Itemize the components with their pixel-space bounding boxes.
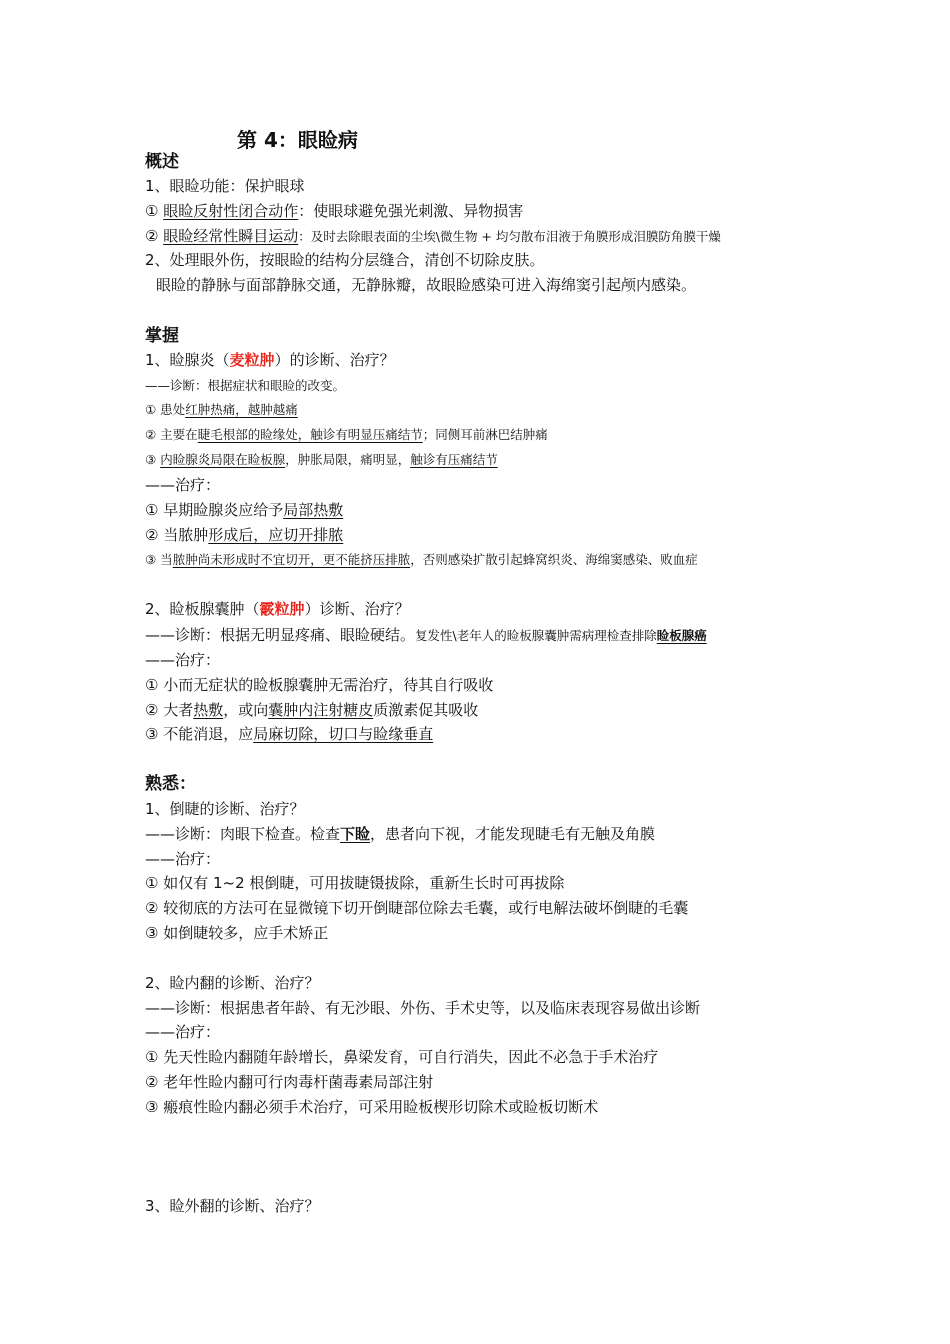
question: 2、睑内翻的诊断、治疗？: [145, 974, 320, 992]
text-line: 1、眼睑功能：保护眼球: [145, 177, 305, 195]
text-line: [145, 399, 298, 421]
text-span: ② 大者: [145, 701, 194, 719]
text-line: ——诊断：根据症状和眼睑的改变。: [145, 378, 346, 393]
text-line: [145, 424, 548, 446]
text-line: [145, 200, 523, 222]
text-line: ② 较彻底的方法可在显微镜下切开倒睫部位除去毛囊，或行电解法破坏倒睫的毛囊: [145, 899, 689, 917]
text-span: ② 当脓肿: [145, 526, 209, 544]
text-span: ，或向: [223, 701, 269, 719]
text-line: ——治疗：: [145, 476, 221, 494]
text-line: ——治疗：: [145, 651, 221, 669]
page-title: 第 4：眼睑病: [237, 128, 358, 152]
text-span: ① 早期睑腺炎应给予: [145, 501, 284, 519]
text-span: ①: [145, 202, 164, 220]
text-span: ② 主要在: [145, 427, 198, 442]
text-span: 1、睑腺炎（: [145, 351, 230, 369]
text-span: 2、睑板腺囊肿（: [145, 600, 260, 618]
text-line: ③ 瘢痕性睑内翻必须手术治疗，可采用睑板楔形切除术或睑板切断术: [145, 1098, 599, 1116]
underlined-bold-text: 下睑: [340, 825, 371, 843]
text-span: ——诊断：根据无明显疼痛、眼睑硬结。: [145, 626, 416, 644]
question: [145, 598, 410, 620]
text-line: [145, 449, 498, 471]
text-line: [145, 499, 343, 521]
underlined-text: 热敷: [193, 701, 224, 719]
text-span: ① 患处: [145, 402, 186, 417]
underlined-text: 脓肿尚未形成时不宜切开，更不能挤压排脓: [172, 552, 411, 567]
text-span: ：及时去除眼表面的尘埃\微生物 + 均匀散布泪液于角膜形成泪膜防角膜干燥: [298, 229, 721, 244]
text-line: ① 如仅有 1~2 根倒睫，可用拔睫镊拔除，重新生长时可再拔除: [145, 874, 565, 892]
text-span: 复发性\老年人的睑板腺囊肿需病理检查排除: [415, 628, 657, 643]
text-line: ——治疗：: [145, 850, 221, 868]
text-span: ）的诊断、治疗？: [274, 351, 395, 369]
text-span: ③ 当: [145, 552, 173, 567]
text-span: ——诊断：肉眼下检查。检查: [145, 825, 341, 843]
text-line: ——治疗：: [145, 1023, 221, 1041]
text-line: [145, 549, 698, 571]
underlined-text: 内睑腺炎局限在睑板腺: [160, 452, 286, 467]
section-heading-familiar: 熟悉：: [145, 774, 196, 794]
text-line: [145, 823, 655, 845]
question: 1、倒睫的诊断、治疗？: [145, 800, 305, 818]
underlined-text: 形成后，应切开排脓: [208, 526, 344, 544]
underlined-text: 睫毛根部的睑缘处，触诊有明显压痛结节: [197, 427, 423, 442]
highlight-term: 霰粒肿: [259, 600, 305, 618]
text-span: ，患者向下视，才能发现睫毛有无触及角膜: [370, 825, 656, 843]
text-span: ③ 不能消退，应: [145, 725, 254, 743]
text-span: ；同侧耳前淋巴结肿痛: [422, 427, 548, 442]
text-line: [145, 225, 721, 248]
highlight-term: 麦粒肿: [229, 351, 275, 369]
underlined-bold-text: 睑板腺癌: [656, 628, 707, 643]
text-line: ① 小而无症状的睑板腺囊肿无需治疗，待其自行吸收: [145, 676, 494, 694]
text-span: ③: [145, 452, 161, 467]
underlined-text: 囊肿内注射糖皮: [268, 701, 374, 719]
text-line: [145, 723, 433, 745]
text-span: 质激素促其吸收: [373, 701, 479, 719]
text-span: ，否则感染扩散引起蜂窝织炎、海绵窦感染、败血症: [410, 552, 698, 567]
text-line: ② 老年性睑内翻可行肉毒杆菌毒素局部注射: [145, 1073, 434, 1091]
text-line: ① 先天性睑内翻随年龄增长，鼻梁发育，可自行消失，因此不必急于手术治疗: [145, 1048, 659, 1066]
underlined-text: 局麻切除，切口与睑缘垂直: [253, 725, 434, 743]
underlined-text: 局部热敷: [283, 501, 344, 519]
text-line: [145, 624, 707, 647]
text-line: ——诊断：根据患者年龄、有无沙眼、外伤、手术史等，以及临床表现容易做出诊断: [145, 999, 701, 1017]
text-line: 2、处理眼外伤，按眼睑的结构分层缝合，清创不切除皮肤。: [145, 251, 545, 269]
text-span: ②: [145, 227, 164, 245]
section-heading-master: 掌握: [145, 326, 179, 346]
text-span: ，肿胀局限，痛明显，: [285, 452, 411, 467]
text-line: [145, 699, 478, 721]
text-line: 眼睑的静脉与面部静脉交通，无静脉瓣，故眼睑感染可进入海绵窦引起颅内感染。: [156, 276, 697, 294]
question: [145, 349, 395, 371]
text-line: ③ 如倒睫较多，应手术矫正: [145, 924, 329, 942]
question: 3、睑外翻的诊断、治疗？: [145, 1197, 320, 1215]
underlined-text: 触诊有压痛结节: [410, 452, 498, 467]
underlined-text: 眼睑经常性瞬目运动: [163, 227, 299, 245]
underlined-text: 眼睑反射性闭合动作: [163, 202, 299, 220]
text-span: ：使眼球避免强光刺激、异物损害: [298, 202, 524, 220]
text-span: ）诊断、治疗？: [304, 600, 410, 618]
section-heading-overview: 概述: [145, 152, 179, 172]
text-line: [145, 524, 343, 546]
underlined-text: 红肿热痛，越肿越痛: [185, 402, 298, 417]
